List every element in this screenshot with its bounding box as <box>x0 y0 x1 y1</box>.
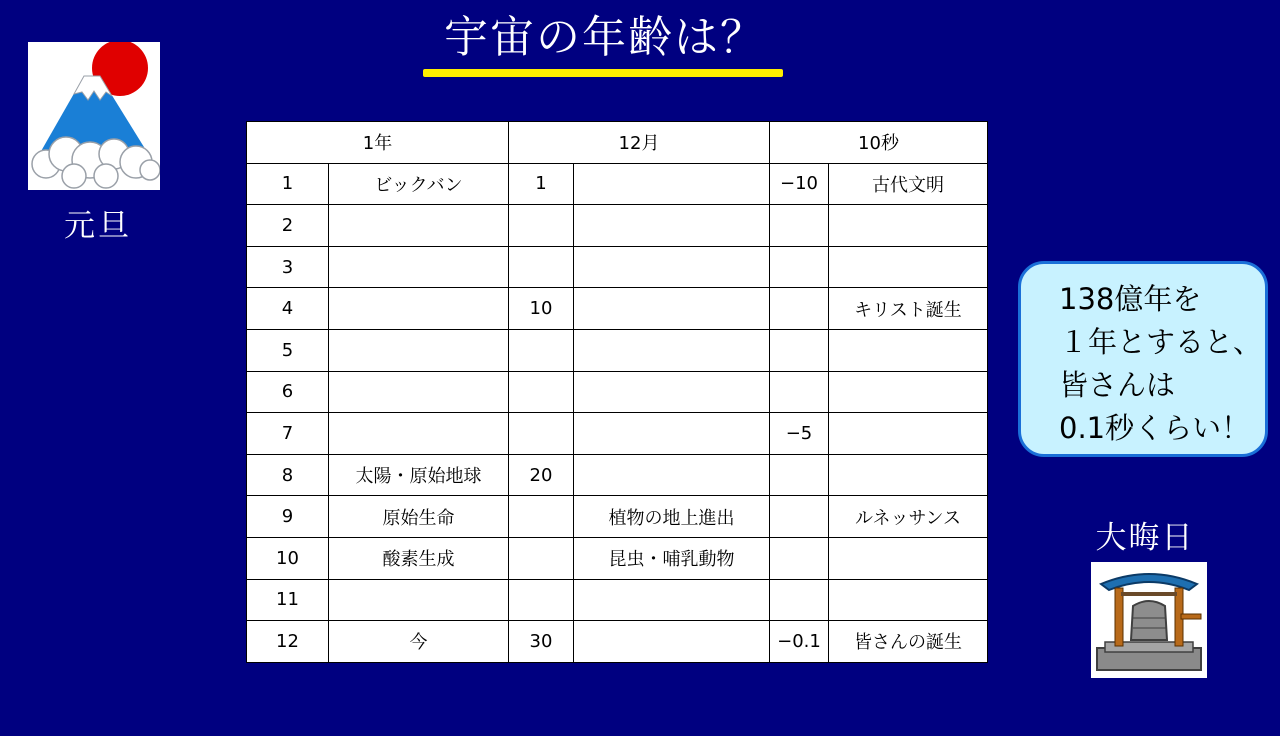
second-cell <box>770 246 829 288</box>
month-event-cell <box>329 413 509 455</box>
month-cell: 11 <box>247 579 329 621</box>
day-event-cell <box>574 579 770 621</box>
second-cell <box>770 579 829 621</box>
month-cell: 8 <box>247 454 329 496</box>
second-cell <box>770 371 829 413</box>
second-cell <box>770 537 829 579</box>
table-row <box>247 205 988 247</box>
temple-bell-icon <box>1091 562 1207 678</box>
month-cell: 10 <box>247 537 329 579</box>
month-event-cell <box>329 579 509 621</box>
title-underline <box>423 69 783 77</box>
second-cell <box>770 454 829 496</box>
day-event-cell: 昆虫・哺乳動物 <box>574 537 770 579</box>
second-event-cell <box>829 371 988 413</box>
table-row <box>247 537 988 579</box>
table-row <box>247 371 988 413</box>
day-cell <box>509 413 574 455</box>
callout-line: 0.1秒くらい！ <box>1059 411 1251 445</box>
day-event-cell <box>574 246 770 288</box>
second-event-cell <box>829 579 988 621</box>
month-event-cell: ビックバン <box>329 163 509 205</box>
month-event-cell <box>329 329 509 371</box>
day-cell: 1 <box>509 163 574 205</box>
callout-bubble <box>1018 261 1268 457</box>
day-event-cell: 植物の地上進出 <box>574 496 770 538</box>
day-event-cell <box>574 329 770 371</box>
month-event-cell: 太陽・原始地球 <box>329 454 509 496</box>
table-row <box>247 454 988 496</box>
second-event-cell <box>829 454 988 496</box>
month-event-cell: 酸素生成 <box>329 537 509 579</box>
day-event-cell <box>574 621 770 663</box>
month-cell: 12 <box>247 621 329 663</box>
second-cell: −10 <box>770 163 829 205</box>
table-row <box>247 246 988 288</box>
month-event-cell <box>329 205 509 247</box>
day-event-cell <box>574 371 770 413</box>
second-cell: −0.1 <box>770 621 829 663</box>
page-title: 宇宙の年齢は？ <box>444 12 766 63</box>
table-row <box>247 163 988 205</box>
day-cell <box>509 579 574 621</box>
table-row <box>247 579 988 621</box>
month-event-cell <box>329 371 509 413</box>
day-cell <box>509 537 574 579</box>
header-ten-seconds: 10秒 <box>770 122 988 164</box>
second-event-cell: 古代文明 <box>829 163 988 205</box>
second-event-cell: キリスト誕生 <box>829 288 988 330</box>
day-cell: 30 <box>509 621 574 663</box>
callout-line: 138億年を <box>1059 282 1202 316</box>
day-event-cell <box>574 413 770 455</box>
second-cell: −5 <box>770 413 829 455</box>
table-row <box>247 329 988 371</box>
day-cell <box>509 205 574 247</box>
second-event-cell <box>829 329 988 371</box>
day-cell <box>509 246 574 288</box>
month-cell: 2 <box>247 205 329 247</box>
month-cell: 5 <box>247 329 329 371</box>
day-cell: 10 <box>509 288 574 330</box>
day-cell <box>509 329 574 371</box>
new-years-day-label: 元旦 <box>64 208 132 244</box>
month-cell: 9 <box>247 496 329 538</box>
second-event-cell <box>829 246 988 288</box>
month-event-cell <box>329 246 509 288</box>
second-cell <box>770 205 829 247</box>
second-event-cell <box>829 537 988 579</box>
month-event-cell: 今 <box>329 621 509 663</box>
table-row <box>247 288 988 330</box>
month-cell: 7 <box>247 413 329 455</box>
cosmic-calendar-table <box>246 121 988 663</box>
second-cell <box>770 329 829 371</box>
header-year: 1年 <box>247 122 509 164</box>
day-event-cell <box>574 288 770 330</box>
callout-line: １年とすると、 <box>1059 325 1263 359</box>
day-event-cell <box>574 205 770 247</box>
table-row <box>247 621 988 663</box>
table-row <box>247 496 988 538</box>
callout-line: 皆さんは <box>1059 368 1176 402</box>
month-cell: 4 <box>247 288 329 330</box>
day-event-cell <box>574 454 770 496</box>
table-header-row <box>247 122 988 164</box>
second-event-cell <box>829 205 988 247</box>
month-cell: 3 <box>247 246 329 288</box>
month-event-cell: 原始生命 <box>329 496 509 538</box>
table-row <box>247 413 988 455</box>
second-cell <box>770 496 829 538</box>
day-cell: 20 <box>509 454 574 496</box>
mount-fuji-sunrise-icon <box>28 42 160 190</box>
month-event-cell <box>329 288 509 330</box>
second-event-cell: ルネッサンス <box>829 496 988 538</box>
day-event-cell <box>574 163 770 205</box>
month-cell: 6 <box>247 371 329 413</box>
header-december: 12月 <box>509 122 770 164</box>
second-event-cell: 皆さんの誕生 <box>829 621 988 663</box>
month-cell: 1 <box>247 163 329 205</box>
second-event-cell <box>829 413 988 455</box>
new-years-eve-label: 大晦日 <box>1095 520 1195 556</box>
day-cell <box>509 371 574 413</box>
second-cell <box>770 288 829 330</box>
day-cell <box>509 496 574 538</box>
